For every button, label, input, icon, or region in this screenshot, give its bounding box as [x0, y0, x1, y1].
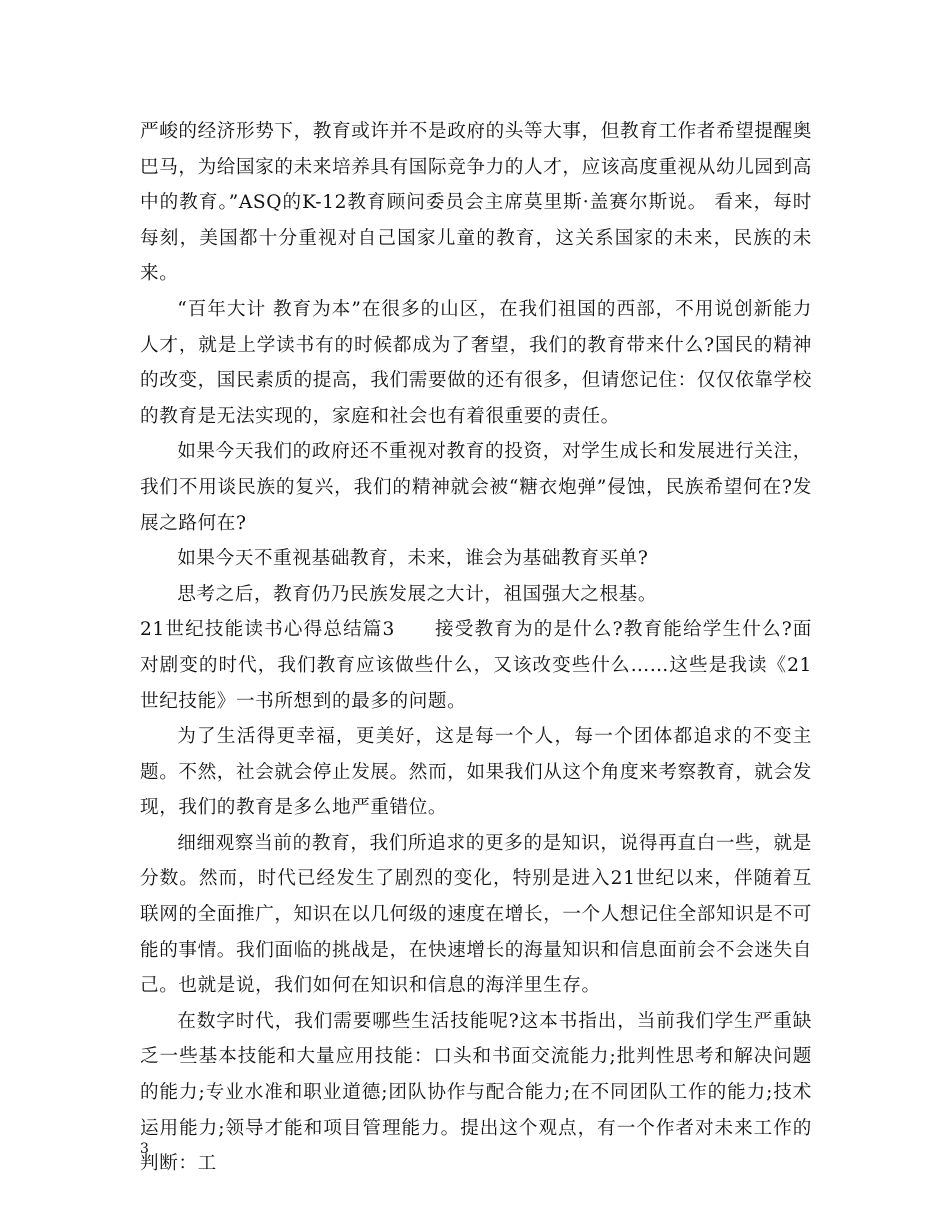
- paragraph-9: 在数字时代，我们需要哪些生活技能呢?这本书指出，当前我们学生严重缺乏一些基本技能和大量应用技能：口头和书面交流能力;批判性思考和解决问题的能力;专业水准和职业道德;团队协作与配合能力;在不同团队工作的能力;技术运用能力;领导才能和项目管理能力。提出这个观点，有一个作者对未来工作的判断：工: [140, 1010, 812, 1175]
- page-number: 3: [140, 1141, 149, 1157]
- paragraph-3: 如果今天我们的政府还不重视对教育的投资，对学生成长和发展进行关注，我们不用谈民族的复兴，我们的精神就会被“糖衣炮弹”侵蚀，民族希望何在?发展之路何在?: [140, 441, 812, 534]
- paragraph-5: 思考之后，教育仍乃民族发展之大计，祖国强大之根基。: [177, 583, 658, 605]
- paragraph-4: 如果今天不重视基础教育，未来，谁会为基础教育买单?: [177, 548, 649, 570]
- paragraph-8: 细细观察当前的教育，我们所追求的更多的是知识，说得再直白一些，就是分数。然而，时代已经发生了剧烈的变化，特别是进入21世纪以来，伴随着互联网的全面推广，知识在以几何级的速度在增长，一个人想记住全部知识是不可能的事情。我们面临的挑战是，在快速增长的海量知识和信息面前会不会迷失自己。也就是说，我们如何在知识和信息的海洋里生存。: [140, 832, 812, 997]
- paragraph-6: 21世纪技能读书心得总结篇3 接受教育为的是什么?教育能给学生什么?面对剧变的时代，我们教育应该做些什么，又该改变些什么……这些是我读《21世纪技能》一书所想到的最多的问题。: [140, 619, 812, 712]
- paragraph-1: 严峻的经济形势下，教育或许并不是政府的头等大事，但教育工作者希望提醒奥巴马，为给国家的未来培养具有国际竞争力的人才，应该高度重视从幼儿园到高中的教育。”ASQ的K-12教育顾问委员会主席莫里斯·盖赛尔斯说。 看来，每时每刻，美国都十分重视对自己国家儿童的教育，这关系国家的未来，民族的未来。: [140, 121, 812, 285]
- paragraph-7: 为了生活得更幸福，更美好，这是每一个人，每一个团体都追求的不变主题。不然，社会就会停止发展。然而，如果我们从这个角度来考察教育，就会发现，我们的教育是多么地严重错位。: [140, 726, 812, 819]
- paragraph-2: “百年大计 教育为本”在很多的山区，在我们祖国的西部，不用说创新能力人才，就是上学读书有的时候都成为了奢望，我们的教育带来什么?国民的精神的改变，国民素质的提高，我们需要做的还有很多，但请您记住：仅仅依靠学校的教育是无法实现的，家庭和社会也有着很重要的责任。: [140, 298, 812, 427]
- body-text: [140, 114, 812, 1182]
